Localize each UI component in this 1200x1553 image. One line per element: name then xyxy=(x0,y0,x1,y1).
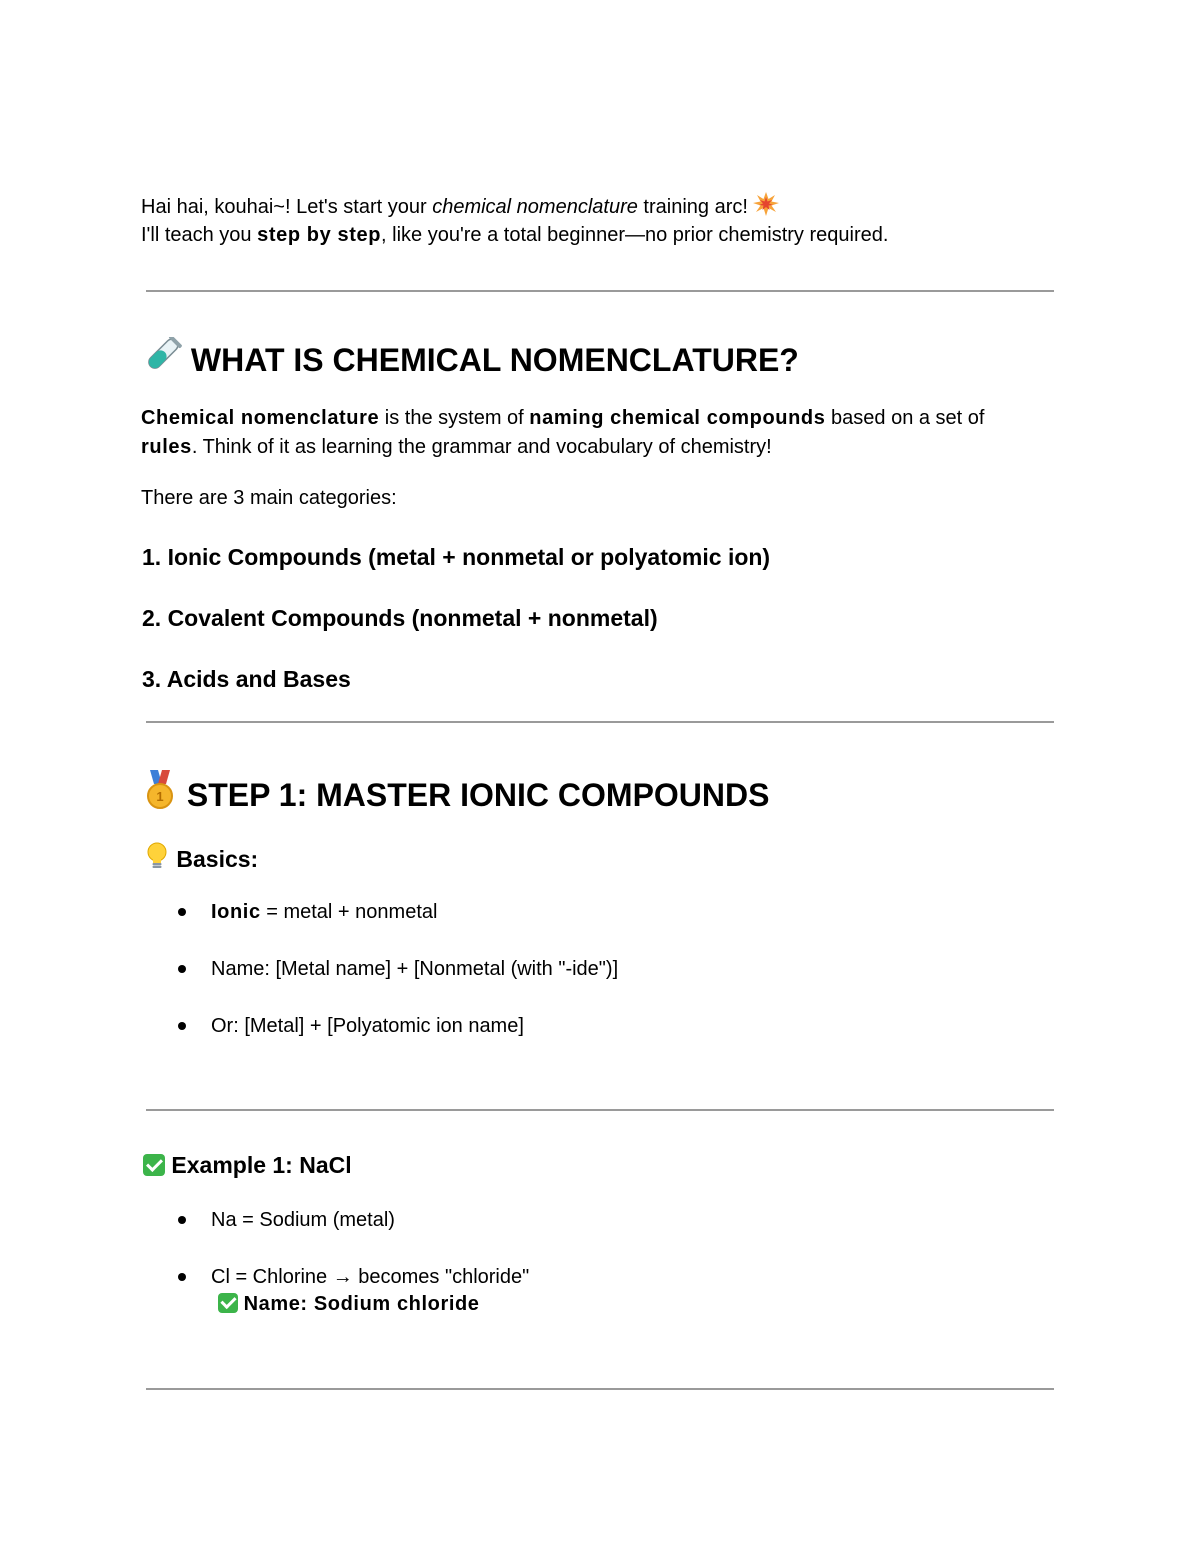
check-mark-icon xyxy=(143,1154,165,1176)
basics-title: Basics: xyxy=(176,846,259,872)
bullet-dot xyxy=(178,965,186,973)
basics-item-ionic xyxy=(211,898,437,927)
check-mark-icon xyxy=(218,1293,238,1313)
categories-intro: There are 3 main categories: xyxy=(141,487,397,509)
body-text: = metal + nonmetal xyxy=(260,901,438,923)
bullet-dot xyxy=(178,1022,186,1030)
basics-item-name-rule: Name: [Metal name] + [Nonmetal (with "-ide")] xyxy=(211,958,619,980)
example-item-cl: Cl = Chlorine → becomes "chloride" xyxy=(211,1266,530,1288)
example-title: Example 1: NaCl xyxy=(171,1152,352,1178)
intro-italic-text: chemical nomenclature xyxy=(432,196,638,218)
example-1-heading xyxy=(143,1150,352,1180)
gold-medal-icon xyxy=(142,770,178,819)
answer-text: Name: Sodium chloride xyxy=(243,1293,480,1315)
divider xyxy=(146,721,1054,723)
section-heading-step-1 xyxy=(142,770,769,819)
section-title: STEP 1: MASTER IONIC COMPOUNDS xyxy=(186,777,770,813)
bullet-dot xyxy=(178,1273,186,1281)
basics-heading xyxy=(144,842,258,877)
definition-line-1 xyxy=(141,404,984,433)
body-text: based on a set of xyxy=(825,407,985,429)
body-text: is the system of xyxy=(379,407,530,429)
intro-text: Hai hai, kouhai~! Let's start your xyxy=(141,196,433,218)
bullet-dot xyxy=(178,1216,186,1224)
section-title: WHAT IS CHEMICAL NOMENCLATURE? xyxy=(190,342,799,378)
intro-bold-text: step by step xyxy=(257,224,382,246)
category-acids-bases: 3. Acids and Bases xyxy=(142,666,351,692)
bold-term: Ionic xyxy=(211,901,261,923)
test-tube-icon xyxy=(142,337,182,382)
basics-item-polyatomic: Or: [Metal] + [Polyatomic ion name] xyxy=(211,1015,524,1037)
lightbulb-icon xyxy=(144,842,170,877)
svg-text:1: 1 xyxy=(156,789,164,804)
intro-text: training arc! xyxy=(637,196,754,218)
bold-term: Chemical nomenclature xyxy=(141,407,380,429)
divider xyxy=(146,1388,1054,1390)
divider xyxy=(146,290,1054,292)
definition-line-2 xyxy=(141,433,772,462)
example-item-na: Na = Sodium (metal) xyxy=(211,1209,395,1231)
intro-text: I'll teach you xyxy=(141,224,258,246)
category-ionic: 1. Ionic Compounds (metal + nonmetal or polyatomic ion) xyxy=(142,544,771,570)
section-heading-nomenclature xyxy=(142,337,799,382)
intro-line-2 xyxy=(141,221,888,250)
bullet-dot xyxy=(178,908,186,916)
body-text: . Think of it as learning the grammar and vocabulary of chemistry! xyxy=(191,436,772,458)
bold-term: rules xyxy=(141,436,192,458)
category-covalent: 2. Covalent Compounds (nonmetal + nonmetal) xyxy=(142,605,658,631)
bold-term: naming chemical compounds xyxy=(529,407,826,429)
intro-text: , like you're a total beginner—no prior chemistry required. xyxy=(381,224,889,246)
divider xyxy=(146,1109,1054,1111)
example-answer xyxy=(218,1290,480,1319)
